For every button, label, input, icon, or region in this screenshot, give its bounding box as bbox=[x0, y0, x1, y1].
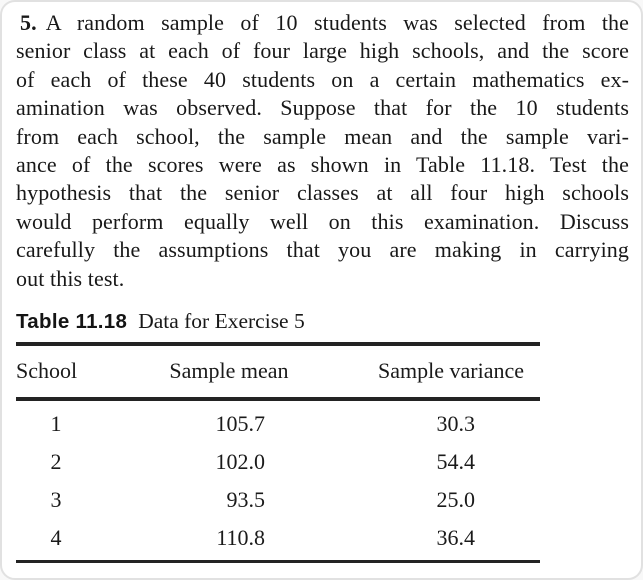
cell-sample-variance bbox=[362, 519, 540, 562]
cell-school: 1 bbox=[50, 411, 62, 437]
cell-sample-mean bbox=[96, 519, 362, 562]
cell-sample-variance bbox=[362, 399, 540, 443]
table-caption bbox=[16, 309, 629, 334]
problem-line: amination was observed. Suppose that for the 10 students bbox=[16, 95, 629, 121]
cell-sample-variance bbox=[362, 443, 540, 481]
sample-mean-value: 93.5 bbox=[226, 487, 265, 513]
column-header-school: School bbox=[16, 344, 96, 399]
problem-line-text: A random sample of 10 students was selected from the bbox=[45, 10, 629, 35]
problem-line bbox=[16, 9, 629, 37]
cell-sample-variance bbox=[362, 481, 540, 519]
data-table bbox=[16, 342, 540, 563]
table-row bbox=[16, 519, 540, 562]
column-header-sample-mean: Sample mean bbox=[96, 344, 362, 399]
cell-school: 3 bbox=[50, 487, 62, 513]
problem-line: senior class at each of four large high schools, and the score bbox=[16, 38, 629, 64]
sample-mean-value: 110.8 bbox=[216, 525, 265, 551]
cell-sample-mean bbox=[96, 399, 362, 443]
table-caption-text: Data for Exercise 5 bbox=[138, 309, 305, 334]
sample-variance-value: 25.0 bbox=[436, 487, 475, 513]
sample-variance-value: 30.3 bbox=[436, 411, 475, 437]
table-row bbox=[16, 481, 540, 519]
problem-line: carefully the assumptions that you are making in carrying bbox=[16, 237, 629, 263]
problem-line: would perform equally well on this examination. Discuss bbox=[16, 208, 629, 234]
sample-variance-value: 36.4 bbox=[436, 525, 475, 551]
sample-variance-value: 54.4 bbox=[436, 449, 475, 475]
column-header-sample-variance: Sample variance bbox=[362, 344, 540, 399]
cell-school: 2 bbox=[50, 449, 62, 475]
sample-mean-value: 102.0 bbox=[215, 449, 265, 475]
table-label: Table 11.18 bbox=[16, 310, 128, 334]
problem-line: ance of the scores were as shown in Table 11.18. Test the bbox=[16, 152, 629, 178]
table-row bbox=[16, 443, 540, 481]
problem-line: hypothesis that the senior classes at all four high schools bbox=[16, 180, 629, 206]
sample-mean-value: 105.7 bbox=[215, 411, 265, 437]
table-row bbox=[16, 399, 540, 443]
table-header-row bbox=[16, 344, 540, 399]
problem-statement bbox=[16, 9, 629, 293]
cell-school: 4 bbox=[16, 519, 96, 562]
problem-line: of each of these 40 students on a certain mathematics ex- bbox=[16, 66, 629, 92]
problem-line: from each school, the sample mean and the sample vari- bbox=[16, 123, 629, 149]
problem-line: out this test. bbox=[16, 265, 125, 291]
cell-sample-mean bbox=[96, 443, 362, 481]
cell-sample-mean bbox=[96, 481, 362, 519]
problem-number: 5. bbox=[20, 10, 37, 35]
